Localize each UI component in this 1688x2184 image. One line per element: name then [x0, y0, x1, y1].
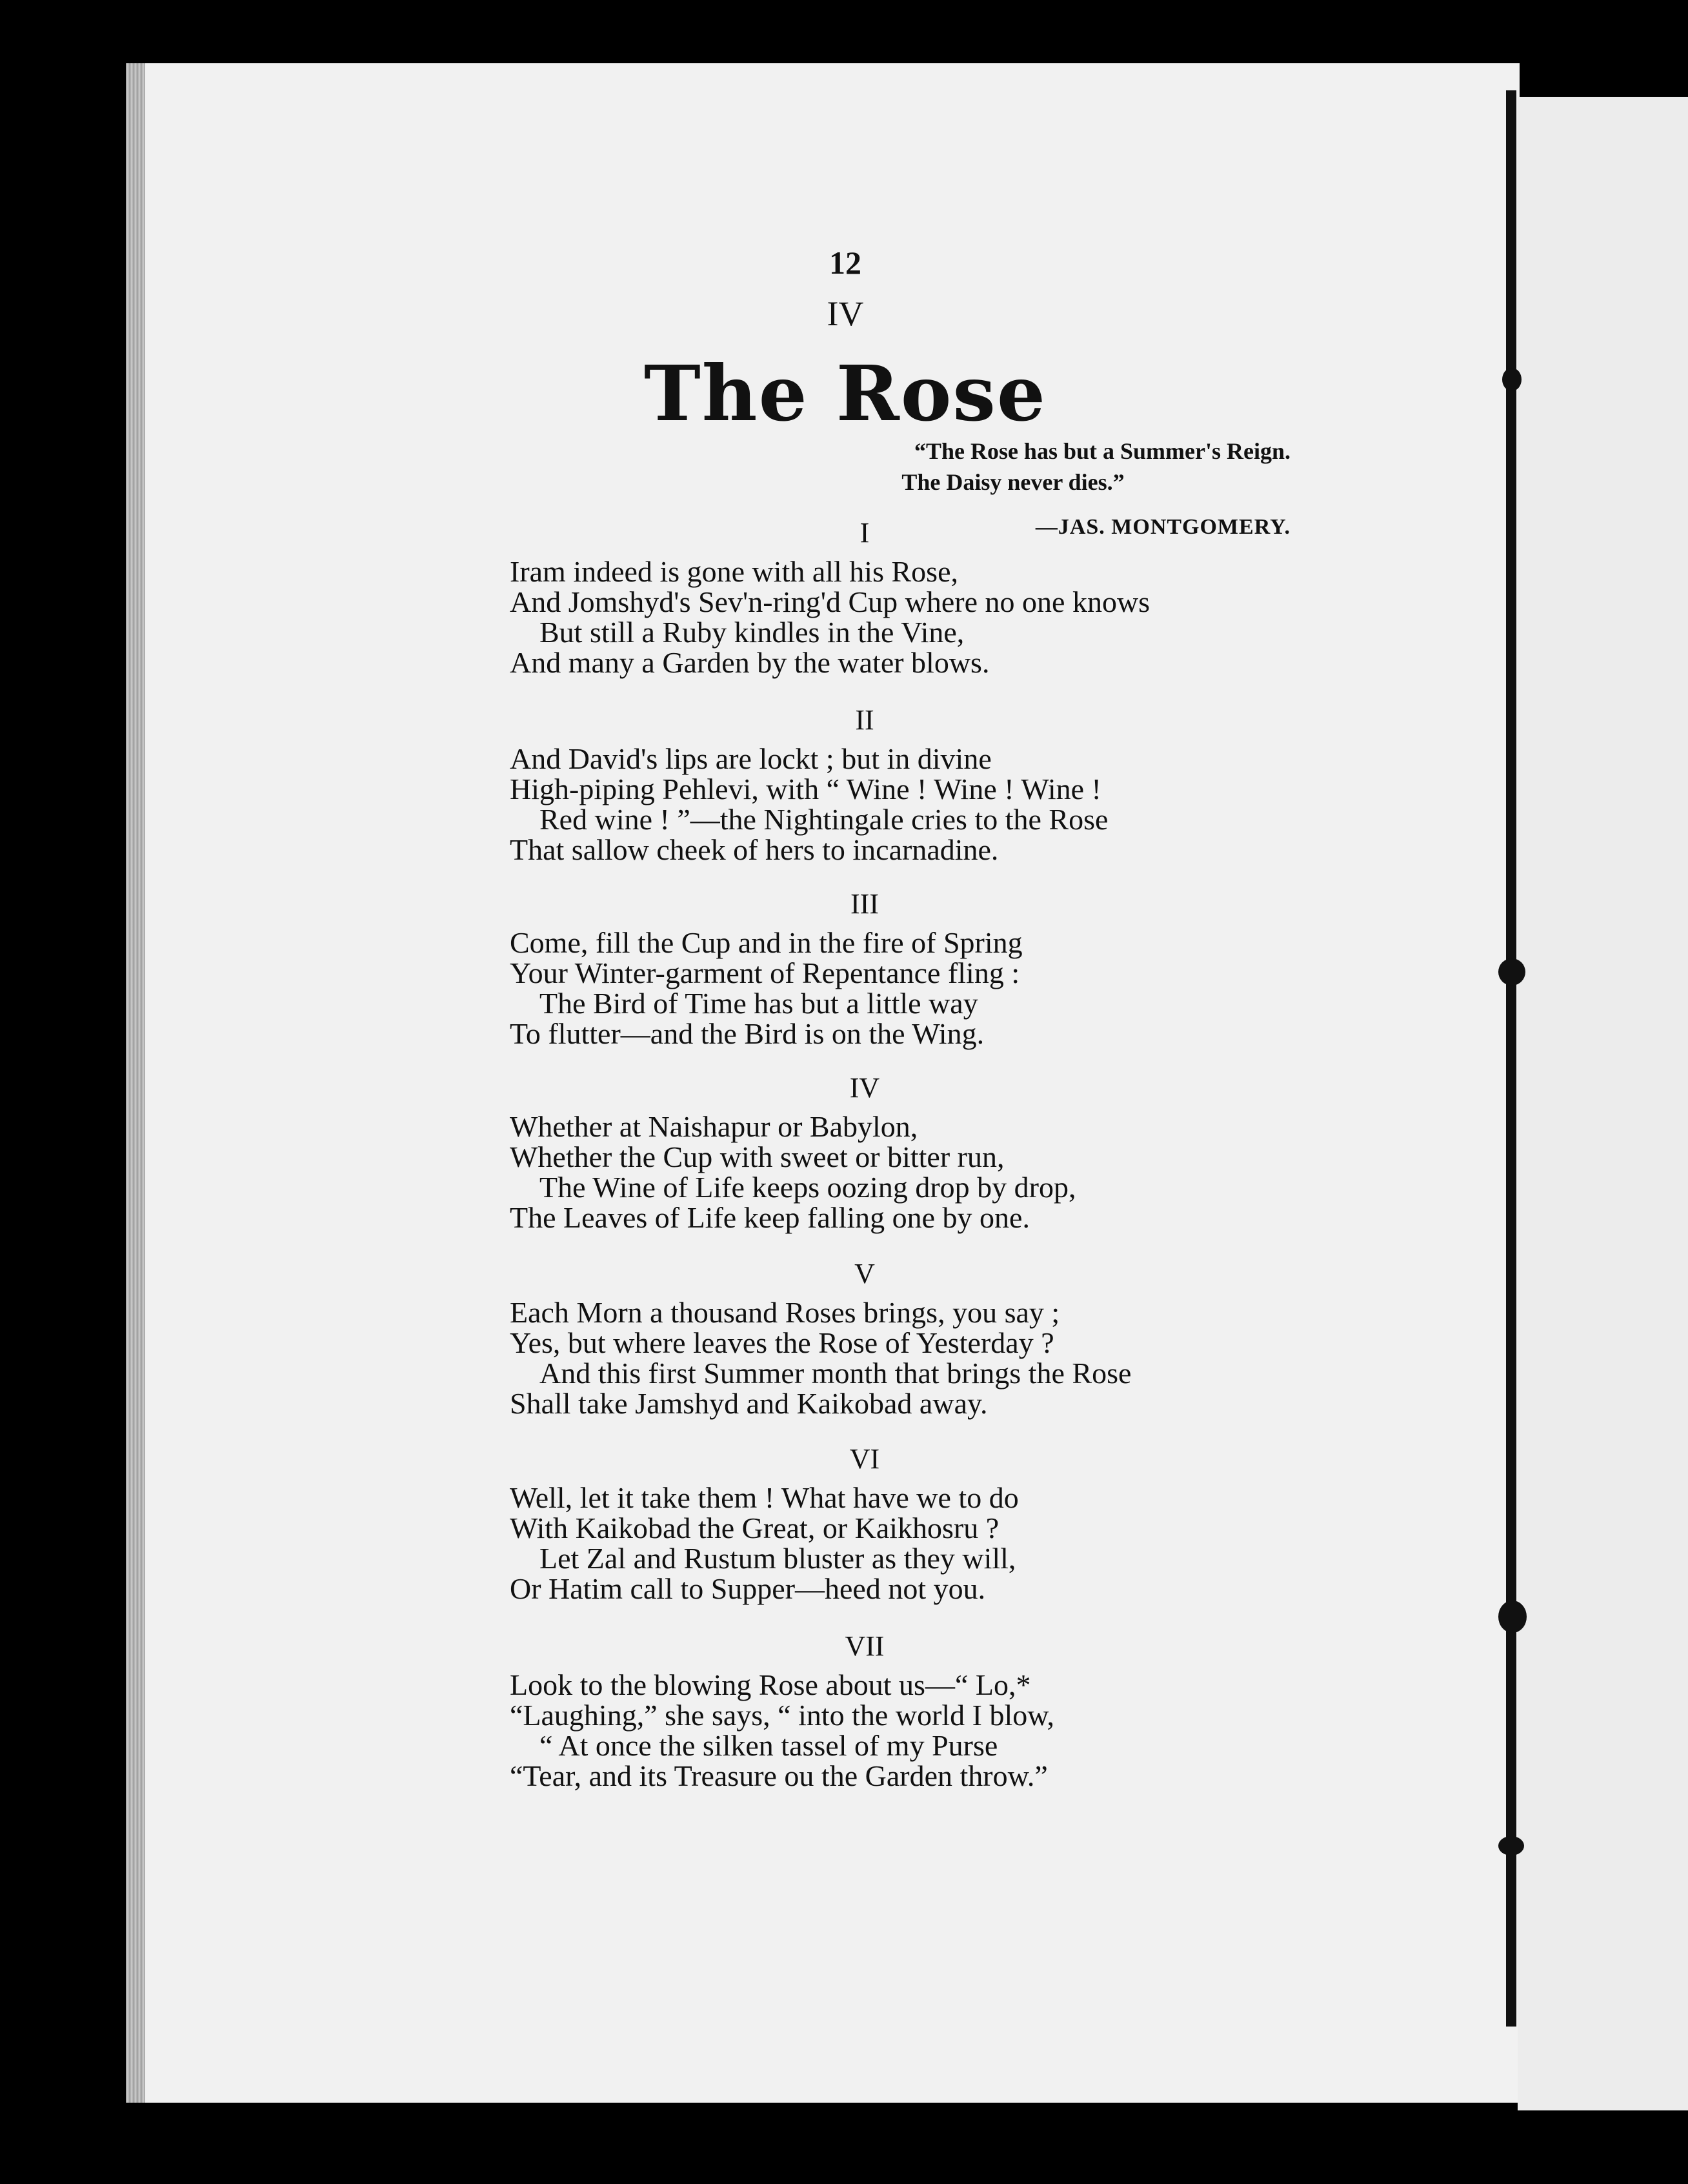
stanza-1 — [510, 516, 1284, 678]
verse-line: Whether at Naishapur or Babylon, — [510, 1110, 918, 1143]
stanza-7 — [510, 1630, 1284, 1791]
stanza-number: III — [850, 888, 879, 920]
verse-line: Come, fill the Cup and in the fire of Spring — [510, 926, 1023, 959]
verse-line: Each Morn a thousand Roses brings, you say ; — [510, 1296, 1060, 1329]
poem-title: The Rose — [643, 349, 1047, 438]
verse-line: With Kaikobad the Great, or Kaikhosru ? — [510, 1512, 1000, 1544]
verse-line: “Laughing,” she says, “ into the world I blow, — [510, 1699, 1054, 1732]
verse-line: And many a Garden by the water blows. — [510, 646, 990, 679]
stanza-number: II — [855, 704, 874, 736]
stanza-number: I — [859, 517, 870, 549]
verse-line: The Wine of Life keeps oozing drop by drop, — [539, 1171, 1076, 1204]
verse-line: Red wine ! ”—the Nightingale cries to the Rose — [539, 803, 1109, 836]
page-number: 12 — [829, 245, 861, 281]
verse-line: And David's lips are lockt ; but in divine — [510, 742, 992, 775]
verse-line: High-piping Pehlevi, with “ Wine ! Wine ! Wine ! — [510, 773, 1101, 805]
stanza-2 — [510, 703, 1284, 865]
verse-line: The Bird of Time has but a little way — [539, 987, 978, 1020]
stanza-3 — [510, 887, 1284, 1049]
stanza-4 — [510, 1071, 1284, 1233]
verse-line: Let Zal and Rustum bluster as they will, — [539, 1542, 1016, 1575]
verse-line: That sallow cheek of hers to incarnadine. — [510, 833, 999, 866]
section-number: IV — [827, 294, 864, 333]
verse-line: And this first Summer month that brings the Rose — [539, 1357, 1132, 1390]
verse-line: But still a Ruby kindles in the Vine, — [539, 616, 965, 649]
verse-line: Shall take Jamshyd and Kaikobad away. — [510, 1387, 988, 1420]
stanza-5 — [510, 1257, 1284, 1419]
stanza-number: VII — [845, 1630, 885, 1662]
verse-line: Or Hatim call to Supper—heed not you. — [510, 1572, 986, 1605]
verse-line: Yes, but where leaves the Rose of Yesterday ? — [510, 1326, 1054, 1359]
stanza-number: IV — [849, 1072, 880, 1104]
verse-line: Look to the blowing Rose about us—“ Lo,* — [510, 1668, 1031, 1701]
verse-line: Your Winter-garment of Repentance fling : — [510, 956, 1020, 989]
verse-line: The Leaves of Life keep falling one by one. — [510, 1201, 1030, 1234]
epigraph-attribution: —JAS. MONTGOMERY. — [1035, 515, 1291, 539]
verse-line: Whether the Cup with sweet or bitter run, — [510, 1140, 1005, 1173]
verse-line: Iram indeed is gone with all his Rose, — [510, 555, 958, 588]
epigraph-line: The Daisy never dies.” — [901, 469, 1125, 495]
epigraph-line: “The Rose has but a Summer's Reign. — [914, 438, 1291, 464]
verse-line: Well, let it take them ! What have we to do — [510, 1481, 1019, 1514]
stanza-6 — [510, 1442, 1284, 1604]
stanza-number: VI — [849, 1443, 880, 1475]
verse-line: To flutter—and the Bird is on the Wing. — [510, 1017, 985, 1050]
verse-line: “ At once the silken tassel of my Purse — [539, 1729, 998, 1762]
verse-line: “Tear, and its Treasure ou the Garden throw.” — [510, 1759, 1048, 1792]
verse-line: And Jomshyd's Sev'n-ring'd Cup where no one knows — [510, 585, 1150, 618]
stanza-number: V — [854, 1258, 875, 1289]
